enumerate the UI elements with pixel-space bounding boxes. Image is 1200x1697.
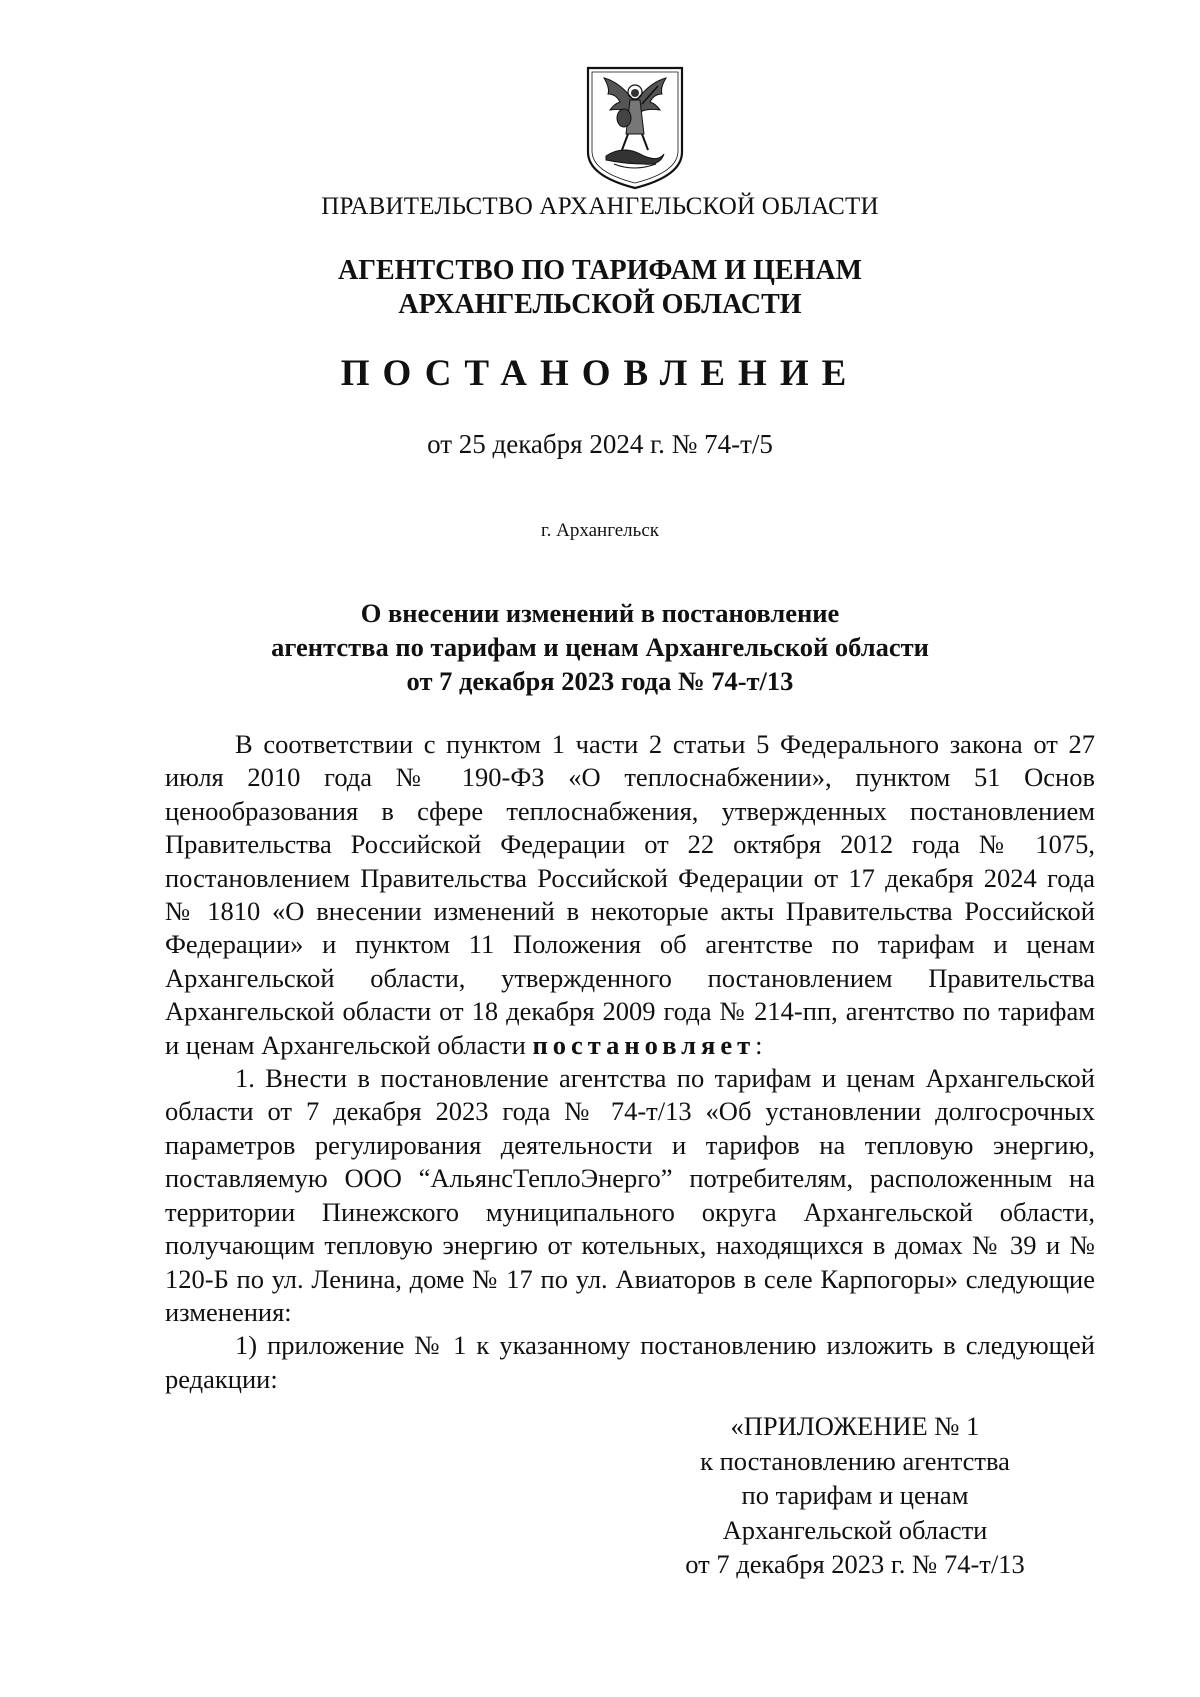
document-title [0, 596, 1200, 698]
item-1-paragraph: 1. Внести в постановление агентства по тарифам и ценам Архангельской области от 7 декабря 2023 года № 74-т/13 «Об установлении долгосрочных параметров регулирования деятельности и тарифов на тепловую энергию, поставляемую ООО “АльянсТеплоЭнерго” потребителям, расположенным на территории Пинежского муниципального округа Архангельской области, получающим тепловую энергию от котельных, находящихся в домах № 39 и № 120-Б по ул. Ленина, доме № 17 по ул. Авиаторов в селе Карпогоры» следующие изменения: [165, 1063, 1095, 1327]
appendix-line5: от 7 декабря 2023 г. № 74-т/13 [685, 1549, 1025, 1579]
agency-name-line1: АГЕНТСТВО ПО ТАРИФАМ И ЦЕНАМ [337, 255, 863, 286]
preamble-paragraph [165, 728, 1095, 1062]
title-line1: О внесении изменений в постановление [360, 598, 840, 628]
document-city: г. Архангельск [540, 520, 659, 541]
appendix-line2: к постановлению агентства [700, 1445, 1010, 1476]
resolves-word: постановляет [532, 1029, 756, 1060]
appendix-header [655, 1409, 1055, 1582]
preamble-text: В соответствии с пунктом 1 части 2 статьи 5 Федерального закона от 27 июля 2010 года № 190-ФЗ «О теплоснабжении», пунктом 51 Основ ценообразования в сфере теплоснабжения, утвержденных постановлением Правительства Российской Федерации от 22 октября 2012 года № 1075, постановлением Правительства Российской Федерации от 17 декабря 2024 года № 1810 «О внесении изменений в некоторые акты Правительства Российской Федерации» и пунктом 11 Положения об агентстве по тарифам и ценам Архангельской области, утвержденного постановлением Правительства Архангельской области от 18 декабря 2009 года № 214-пп, агентство по тарифам и ценам Архангельской области [165, 729, 1095, 1060]
title-line3: от 7 декабря 2023 года № 74-т/13 [406, 666, 794, 696]
document-date-number: от 25 декабря 2024 г. № 74-т/5 [427, 429, 773, 459]
title-line2: агентства по тарифам и ценам Архангельской области [271, 632, 929, 662]
appendix-line4: Архангельской области [722, 1514, 988, 1545]
government-name: ПРАВИТЕЛЬСТВО АРХАНГЕЛЬСКОЙ ОБЛАСТИ [321, 193, 879, 220]
arkhangelsk-coat-of-arms-icon [584, 64, 686, 192]
appendix-line1: «ПРИЛОЖЕНИЕ № 1 [730, 1411, 980, 1441]
subitem-1-paragraph: 1) приложение № 1 к указанному постановлению изложить в следующей редакции: [165, 1330, 1095, 1394]
resolves-colon: : [755, 1029, 763, 1060]
appendix-line3: по тарифам и ценам [741, 1480, 969, 1510]
document-type: ПОСТАНОВЛЕНИЕ [340, 353, 860, 394]
agency-name [0, 254, 1200, 322]
document-body [165, 728, 1095, 1396]
agency-name-line2: АРХАНГЕЛЬСКОЙ ОБЛАСТИ [398, 289, 802, 320]
